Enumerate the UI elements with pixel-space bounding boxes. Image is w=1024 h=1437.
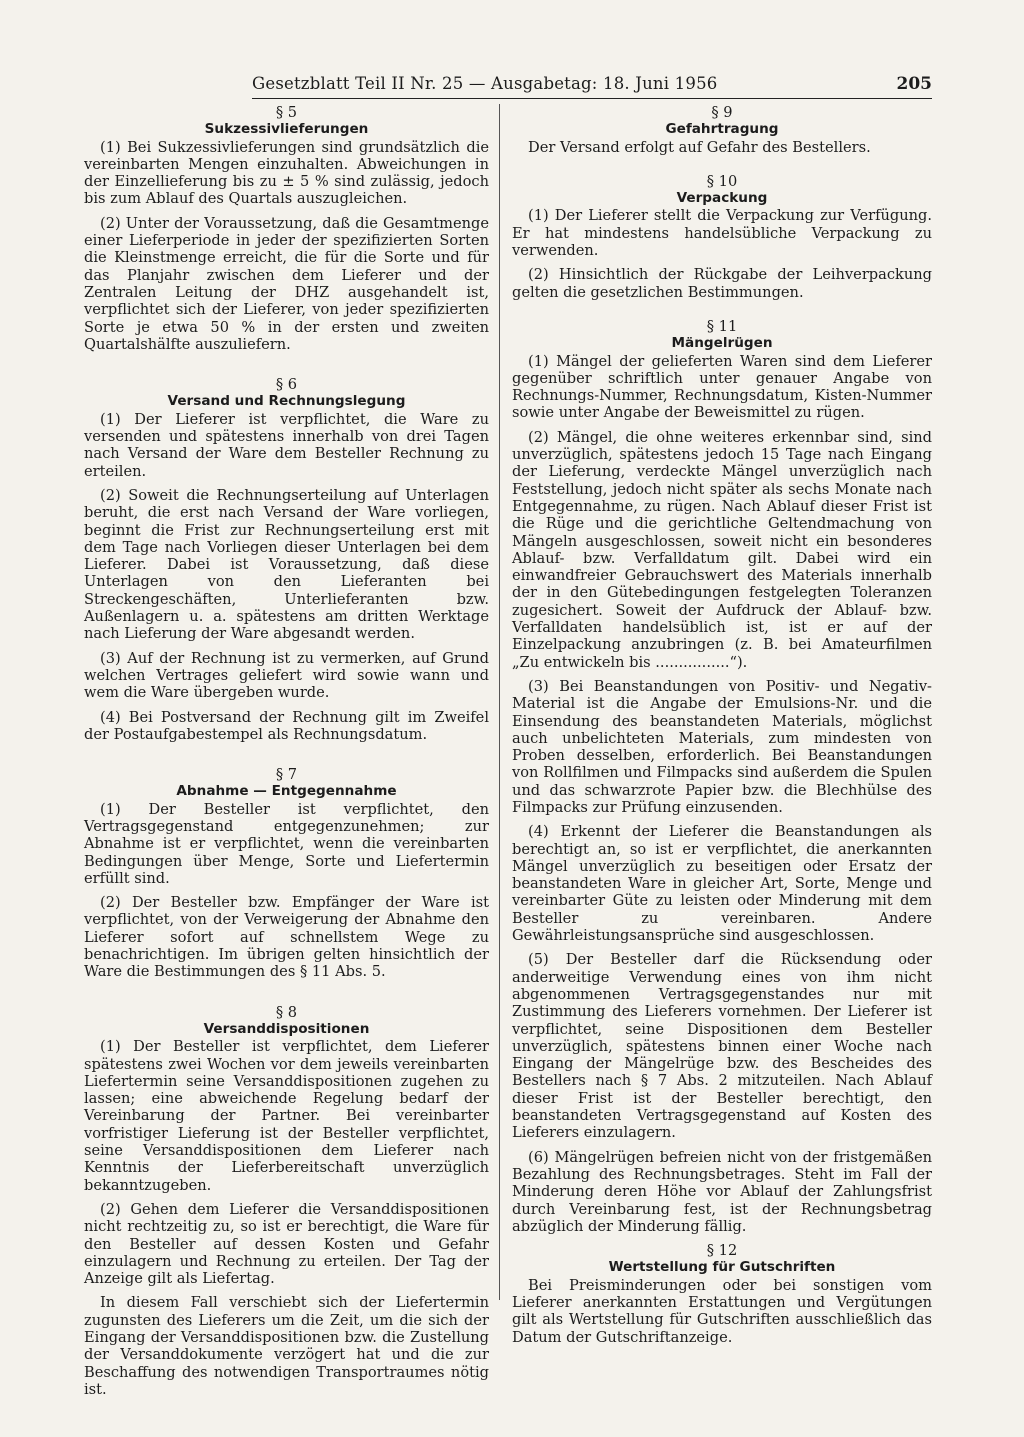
- paragraph: (1) Bei Sukzessivlieferungen sind grundsätzlich die vereinbarten Mengen einzuhalten. Abweichungen in der Einzellieferung bis zu ± 5 % sind zulässig, jedoch bis zum Ablauf des Quartals auszugleichen.: [84, 138, 489, 208]
- paragraph: (3) Bei Beanstandungen von Positiv- und Negativ-Material ist die Angabe der Emulsions-Nr. und die Einsendung des beanstandeten Materials, möglichst auch unbelichteten Materials, zum mindesten von Proben desselben, erforderlich. Bei Beanstandungen von Rollfilmen und Filmpacks sind außerdem die Spulen und das schwarzrote Papier bzw. die Blechhülse des Filmpacks zur Prüfung einzusenden.: [512, 677, 932, 816]
- section-12: [512, 1242, 932, 1346]
- paragraph: (4) Erkennt der Lieferer die Beanstandungen als berechtigt an, so ist er verpflichtet, die anerkannten Mängel unverzüglich zu beseitigen oder Ersatz der beanstandeten Ware in gleicher Art, Sorte, Menge und vereinbarter Güte zu leisten oder Minderung mit dem Besteller zu vereinbaren. Andere Gewährleistungsansprüche sind ausgeschlossen.: [512, 823, 932, 945]
- paragraph: (1) Der Besteller ist verpflichtet, den Vertragsgegenstand entgegenzunehmen; zur Abnahme ist er verpflichtet, wenn die vereinbarten Bedingungen über Menge, Sorte und Liefertermin erfüllt sind.: [84, 800, 489, 887]
- section-title: Mängelrügen: [671, 335, 773, 352]
- paragraph: (3) Auf der Rechnung ist zu vermerken, auf Grund welchen Vertrages geliefert wird sowie wann und wem die Ware übergeben wurde.: [84, 649, 489, 702]
- paragraph: (2) Der Besteller bzw. Empfänger der Ware ist verpflichtet, von der Verweigerung der Abnahme den Lieferer sofort auf schnellstem Wege zu benachrichtigen. Im übrigen gelten hinsichtlich der Ware die Bestimmungen des § 11 Abs. 5.: [84, 894, 489, 981]
- paragraph: (2) Unter der Voraussetzung, daß die Gesamtmenge einer Lieferperiode in jeder der spezifizierten Sorten die Kleinstmenge erreicht, die für die Sorte und für das Planjahr zwischen dem Lieferer und der Zentralen Leitung der DHZ ausgehandelt ist, verpflichtet sich der Lieferer, von jeder spezifizierten Sorte je etwa 50 % in der ersten und zweiten Quartalshälfte auszuliefern.: [84, 214, 489, 353]
- paragraph: In diesem Fall verschiebt sich der Liefertermin zugunsten des Lieferers um die Zeit, um die sich der Eingang der Versanddispositionen bzw. die Zustellung der Versanddokumente verzögert hat und die zur Beschaffung des notwendigen Transportraumes nötig ist.: [84, 1294, 489, 1398]
- paragraph: (5) Der Besteller darf die Rücksendung oder anderweitige Verwendung eines von ihm nicht abgenommenen Vertragsgegenstandes nur mit Zustimmung des Lieferers vornehmen. Der Lieferer ist verpflichtet, seine Dispositionen dem Besteller unverzüglich, spätestens binnen einer Woche nach Eingang der Mängelrüge bzw. des Bescheides des Bestellers nach § 7 Abs. 2 mitzuteilen. Nach Ablauf dieser Frist ist der Besteller berechtigt, den beanstandeten Vertragsgegenstand auf Kosten des Lieferers einzulagern.: [512, 951, 932, 1142]
- column-divider: [499, 104, 500, 1300]
- page-header: [252, 74, 932, 99]
- page-number: 205: [896, 74, 932, 94]
- right-column: [512, 104, 932, 1353]
- section-11: [512, 318, 932, 1235]
- section-number: § 7: [275, 766, 298, 784]
- section-title: Verpackung: [676, 190, 768, 207]
- section-title: Versanddispositionen: [203, 1020, 370, 1037]
- section-number: § 10: [706, 172, 738, 190]
- paragraph: Der Versand erfolgt auf Gefahr des Bestellers.: [528, 138, 871, 156]
- paragraph: (6) Mängelrügen befreien nicht von der fristgemäßen Bezahlung des Rechnungsbetrages. Steht im Fall der Minderung deren Höhe vor Ablauf der Zahlungsfrist durch Vereinbarung fest, ist der Rechnungsbetrag abzüglich der Minderung fällig.: [512, 1148, 932, 1235]
- paragraph: (2) Mängel, die ohne weiteres erkennbar sind, sind unverzüglich, spätestens jedoch 15 Tage nach Eingang der Lieferung, verdeckte Mängel unverzüglich nach Feststellung, jedoch nicht später als sechs Monate nach Entgegennahme, zu rügen. Nach Ablauf dieser Frist ist die Rüge und die gerichtliche Geltendmachung von Mängeln ausgeschlossen, soweit nicht ein besonderes Ablauf- bzw. Verfalldatum gilt. Dabei wird ein einwandfreier Gebrauchswert des Materials innerhalb der in den Gütebedingungen festgelegten Toleranzen zugesichert. Soweit der Aufdruck der Ablauf- bzw. Verfalldaten handelsüblich ist, ist er auf der Einzelpackung anzubringen (z. B. bei Amateurfilmen „Zu entwickeln bis ................“).: [512, 428, 932, 671]
- section-number: § 11: [706, 317, 738, 335]
- section-title: Sukzessivlieferungen: [204, 121, 369, 138]
- paragraph: (1) Der Lieferer stellt die Verpackung zur Verfügung. Er hat mindestens handelsübliche Verpackung zu verwenden.: [512, 207, 932, 260]
- section-title: Abnahme — Entgegennahme: [176, 783, 397, 800]
- section-8: [84, 1004, 489, 1399]
- paragraph: (2) Soweit die Rechnungserteilung auf Unterlagen beruht, die erst nach Versand der Ware vorliegen, beginnt die Frist zur Rechnungserteilung erst mit dem Tage nach Vorliegen dieser Unterlagen bei dem Lieferer. Dabei ist Voraussetzung, daß diese Unterlagen von den Lieferanten bei Streckengeschäften, Unterlieferanten bzw. Außenlagern u. a. spätestens am dritten Werktage nach Lieferung der Ware abgesandt werden.: [84, 486, 489, 643]
- section-number: § 6: [275, 376, 298, 394]
- section-number: § 12: [706, 1242, 738, 1260]
- section-number: § 9: [711, 104, 733, 121]
- section-title: Wertstellung für Gutschriften: [608, 1259, 836, 1276]
- section-number: § 5: [275, 104, 298, 121]
- section-number: § 8: [275, 1003, 298, 1021]
- paragraph: (2) Gehen dem Lieferer die Versanddispositionen nicht rechtzeitig zu, so ist er berechtigt, die Ware für den Besteller auf dessen Kosten und Gefahr einzulagern und Rechnung zu erteilen. Der Tag der Anzeige gilt als Liefertag.: [84, 1200, 489, 1288]
- section-9: [512, 104, 932, 156]
- paragraph: Bei Preisminderungen oder bei sonstigen vom Lieferer anerkannten Erstattungen und Vergütungen gilt als Wertstellung für Gutschriften ausschließlich das Datum der Gutschriftanzeige.: [512, 1276, 932, 1346]
- section-10: [512, 173, 932, 301]
- left-column: [84, 104, 489, 1405]
- paragraph: (2) Hinsichtlich der Rückgabe der Leihverpackung gelten die gesetzlichen Bestimmungen.: [512, 266, 932, 301]
- paragraph: (1) Der Lieferer ist verpflichtet, die Ware zu versenden und spätestens innerhalb von drei Tagen nach Versand der Ware dem Besteller Rechnung zu erteilen.: [84, 410, 489, 480]
- section-6: [84, 376, 489, 743]
- header-title: Gesetzblatt Teil II Nr. 25 — Ausgabetag: 18. Juni 1956: [252, 74, 718, 93]
- paragraph: (1) Der Besteller ist verpflichtet, dem Lieferer spätestens zwei Wochen vor dem jeweils vereinbarten Liefertermin seine Versanddispositionen zugehen zu lassen; eine abweichende Regelung bedarf der Vereinbarung der Partner. Bei vereinbarter vorfristiger Lieferung ist der Besteller verpflichtet, seine Versanddispositionen dem Lieferer nach Kenntnis der Lieferbereitschaft unverzüglich bekanntzugeben.: [84, 1038, 489, 1194]
- section-5: [84, 104, 489, 353]
- paragraph: (1) Mängel der gelieferten Waren sind dem Lieferer gegenüber schriftlich unter genauer Angabe von Rechnungs-Nummer, Rechnungsdatum, Kisten-Nummer sowie unter Angabe der Beweismittel zu rügen.: [512, 352, 932, 422]
- section-7: [84, 766, 489, 981]
- paragraph: (4) Bei Postversand der Rechnung gilt im Zweifel der Postaufgabestempel als Rechnungsdatum.: [84, 708, 489, 743]
- section-title: Versand und Rechnungslegung: [167, 393, 406, 410]
- section-title: Gefahrtragung: [665, 121, 779, 138]
